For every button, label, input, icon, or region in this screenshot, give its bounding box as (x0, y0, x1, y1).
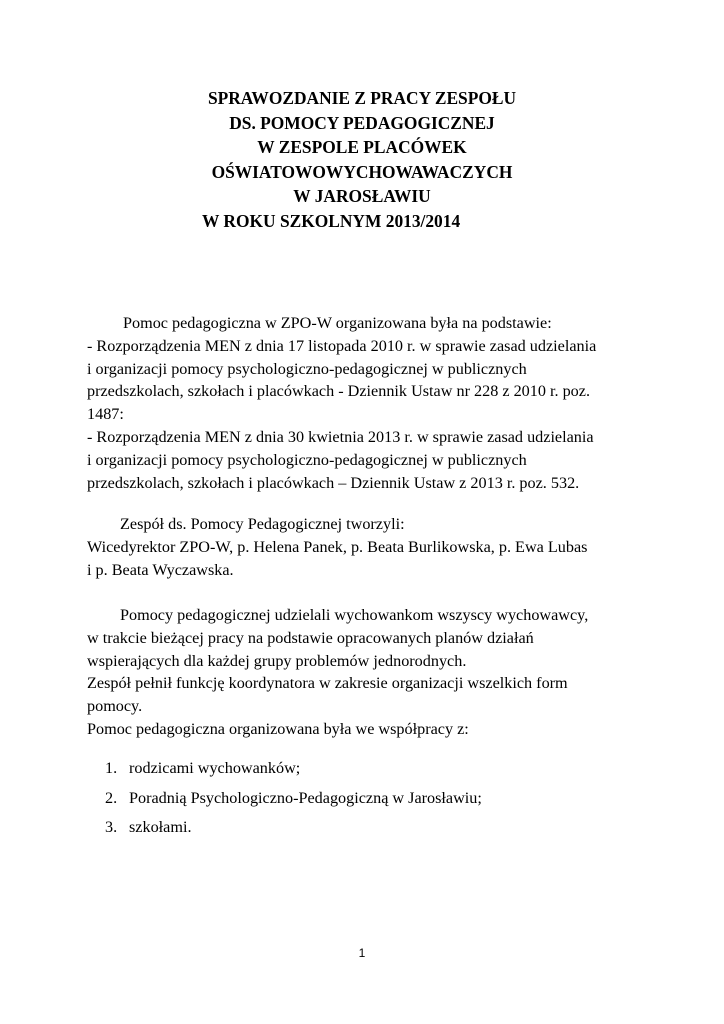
list-item-number: 1. (105, 759, 118, 777)
title-line: SPRAWOZDANIE Z PRACY ZESPOŁU (207, 88, 517, 108)
text-line: Pomoc pedagogiczna w ZPO-W organizowana była na podstawie: (123, 314, 552, 332)
text-line: Pomocy pedagogicznej udzielali wychowankom wszyscy wychowawcy, (120, 606, 589, 624)
text-line: Zespół ds. Pomocy Pedagogicznej tworzyli: (120, 515, 405, 533)
text-line: i organizacji pomocy psychologiczno-pedagogicznej w publicznych (87, 450, 527, 469)
text-line: pomocy. (87, 697, 143, 716)
title-line: W JAROSŁAWIU (293, 186, 431, 207)
text-line: 1487: (87, 405, 124, 424)
title-line: DS. POMOCY PEDAGOGICZNEJ (229, 112, 495, 133)
text-line: - Rozporządzenia MEN z dnia 17 listopada 2010 r. w sprawie zasad udzielania (87, 336, 597, 355)
text-line: w trakcie bieżącej pracy na podstawie opracowanych planów działań (87, 628, 534, 647)
title-line: OŚWIATOWOWYCHOWAWACZYCH (211, 161, 513, 182)
list-item (105, 754, 482, 784)
legal-basis-paragraph (87, 312, 647, 494)
text-line: i p. Beata Wyczawska. (87, 560, 234, 579)
text-line: przedszkolach, szkołach i placówkach – Dziennik Ustaw z 2013 r. poz. 532. (87, 473, 580, 492)
team-members-paragraph (87, 513, 647, 581)
list-item-text: szkołami. (129, 818, 192, 836)
text-line: przedszkolach, szkołach i placówkach - Dziennik Ustaw nr 228 z 2010 r. poz. (87, 382, 590, 401)
title-line: W ROKU SZKOLNYM 2013/2014 (202, 210, 461, 231)
text-line: Pomoc pedagogiczna organizowana była we współpracy z: (87, 719, 469, 738)
list-item-text: rodzicami wychowanków; (129, 759, 301, 777)
list-item (105, 784, 482, 814)
list-item (105, 813, 482, 843)
text-line: wspierających dla każdej grupy problemów jednorodnych. (87, 651, 467, 670)
text-line: - Rozporządzenia MEN z dnia 30 kwietnia 2013 r. w sprawie zasad udzielania (87, 427, 594, 446)
cooperation-list (105, 754, 482, 843)
support-description-paragraph (87, 604, 647, 741)
page-number: 1 (358, 946, 366, 960)
list-item-number: 2. (105, 788, 118, 807)
document-title (150, 86, 574, 234)
text-line: Wicedyrektor ZPO-W, p. Helena Panek, p. Beata Burlikowska, p. Ewa Lubas (87, 537, 588, 556)
list-item-text: Poradnią Psychologiczno-Pedagogiczną w Jarosławiu; (129, 788, 482, 807)
list-item-number: 3. (105, 818, 118, 836)
text-line: i organizacji pomocy psychologiczno-pedagogicznej w publicznych (87, 359, 527, 378)
text-line: Zespół pełnił funkcję koordynatora w zakresie organizacji wszelkich form (87, 674, 568, 693)
title-line: W ZESPOLE PLACÓWEK (257, 137, 467, 158)
